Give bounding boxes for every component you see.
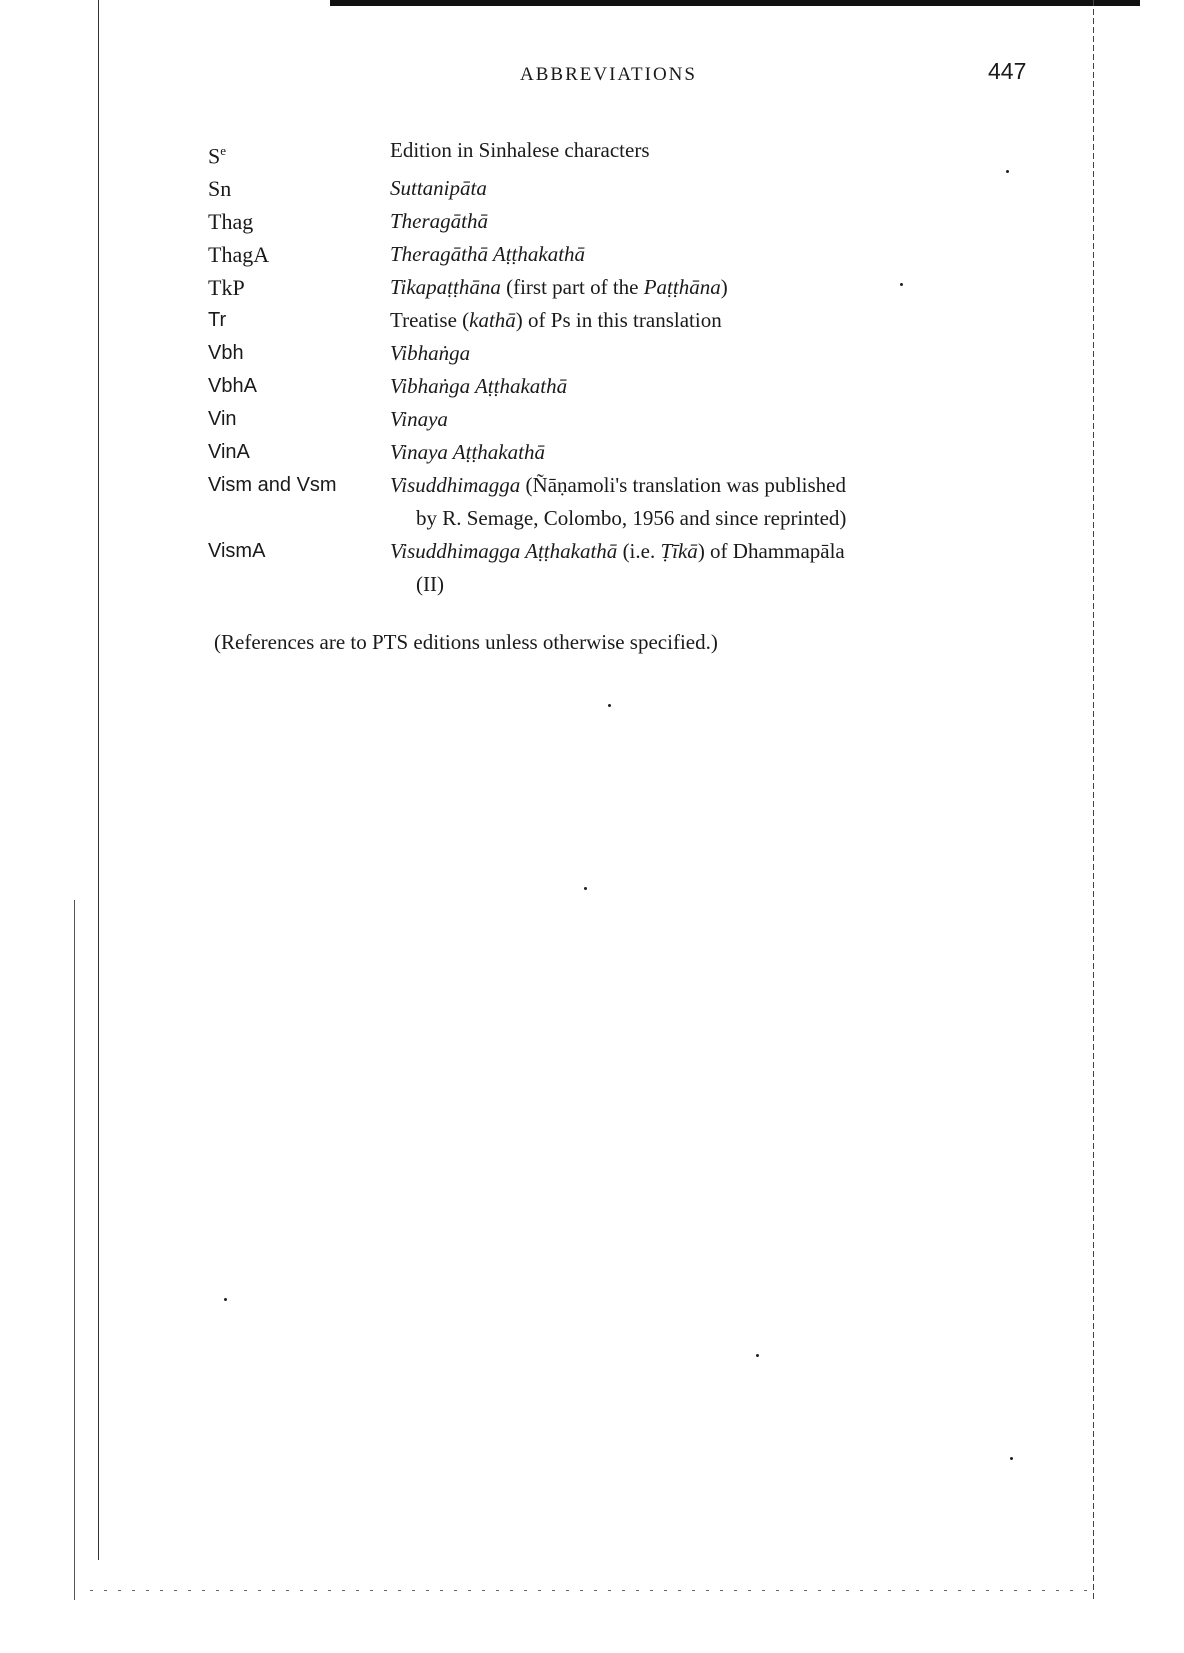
scan-speck <box>584 887 587 890</box>
abbreviation-definition <box>390 304 1008 337</box>
definition-title-italic: Tikapaṭṭhāna <box>390 275 501 300</box>
definition-text: ) <box>720 275 728 300</box>
page-bottom-edge <box>90 1590 1090 1591</box>
definition-text: (first part of the <box>500 275 644 300</box>
abbreviation-definition <box>390 469 1008 535</box>
abbreviation-superscript: e <box>220 143 227 158</box>
scan-speck <box>756 1354 759 1357</box>
abbreviation-term: VinA <box>208 441 250 464</box>
abbreviation-definition <box>390 535 1008 601</box>
definition-title-italic: Visuddhimagga Aṭṭhakathā <box>390 539 618 564</box>
abbreviation-term: $S^e$ <box>208 143 227 169</box>
abbreviation-term: Tr <box>208 309 227 332</box>
abbreviation-definition <box>390 436 1008 469</box>
definition-continuation: (II) <box>416 572 444 597</box>
scan-speck <box>1006 170 1009 173</box>
abbreviation-term: Vbh <box>208 342 244 365</box>
running-head: ABBREVIATIONS <box>520 64 697 85</box>
abbreviation-entry <box>208 403 1008 436</box>
abbreviation-definition <box>390 370 1008 403</box>
abbreviation-term: TkP <box>208 275 245 301</box>
abbreviation-term: ThagA <box>208 242 270 268</box>
abbreviation-definition <box>390 403 1008 436</box>
abbreviation-term: Vin <box>208 408 237 431</box>
abbreviation-entry <box>208 304 1008 337</box>
abbreviation-entry <box>208 134 1008 172</box>
abbreviation-definition <box>390 337 1008 370</box>
abbreviation-definition <box>390 205 1008 238</box>
definition-text: (Ñāṇamoli's translation was published <box>520 473 847 498</box>
footnote: (References are to PTS editions unless otherwise specified.) <box>214 630 718 654</box>
page-number: 447 <box>988 58 1027 84</box>
abbreviation-list <box>208 134 1008 601</box>
definition-text: ) of Ps in this translation <box>515 308 722 333</box>
definition-title-italic: kathā <box>469 308 516 333</box>
abbreviation-term: VbhA <box>208 375 257 398</box>
definition-title-italic: Ṭīkā <box>660 539 698 564</box>
scan-speck <box>224 1298 227 1301</box>
abbreviation-definition <box>390 271 1008 304</box>
definition-title-italic: Suttanipāta <box>390 176 487 201</box>
abbreviation-term: VismA <box>208 540 266 563</box>
abbreviation-entry <box>208 271 1008 304</box>
scan-speck <box>900 283 903 286</box>
abbreviation-entry <box>208 469 1008 535</box>
definition-title-italic: Visuddhimagga <box>390 473 521 498</box>
abbreviation-entry <box>208 172 1008 205</box>
abbreviation-term: Sn <box>208 176 232 202</box>
page-right-edge <box>1093 0 1094 1600</box>
page-left-edge <box>98 0 99 1560</box>
definition-title-italic: Vinaya Aṭṭhakathā <box>390 440 545 465</box>
definition-title-italic: Vibhaṅga Aṭṭhakathā <box>390 374 568 399</box>
abbreviation-definition <box>390 172 1008 205</box>
definition-text: Edition in Sinhalese characters <box>390 138 650 162</box>
abbreviation-entry <box>208 205 1008 238</box>
scan-speck <box>608 704 611 707</box>
definition-title-italic: Vibhaṅga <box>390 341 471 366</box>
page-left-edge-inner <box>74 900 75 1600</box>
definition-continuation: by R. Semage, Colombo, 1956 and since reprinted) <box>416 506 847 531</box>
definition-title-italic: Paṭṭhāna <box>643 275 721 300</box>
abbreviation-entry <box>208 337 1008 370</box>
definition-title-italic: Vinaya <box>390 407 448 432</box>
abbreviation-entry <box>208 535 1008 601</box>
definition-title-italic: Theragāthā Aṭṭhakathā <box>390 242 586 267</box>
abbreviation-entry <box>208 238 1008 271</box>
abbreviation-term: Thag <box>208 209 254 235</box>
abbreviation-term: Vism and Vsm <box>208 474 337 497</box>
definition-text: ) of Dhammapāla <box>697 539 845 564</box>
abbreviation-entry <box>208 436 1008 469</box>
definition-title-italic: Theragāthā <box>390 209 489 234</box>
definition-text: (i.e. <box>617 539 661 564</box>
abbreviation-definition <box>390 238 1008 271</box>
definition-text: Treatise ( <box>390 308 470 333</box>
abbreviation-definition <box>390 134 1008 172</box>
scan-edge-bar <box>330 0 1140 6</box>
abbreviation-entry <box>208 370 1008 403</box>
scan-speck <box>1010 1457 1013 1460</box>
